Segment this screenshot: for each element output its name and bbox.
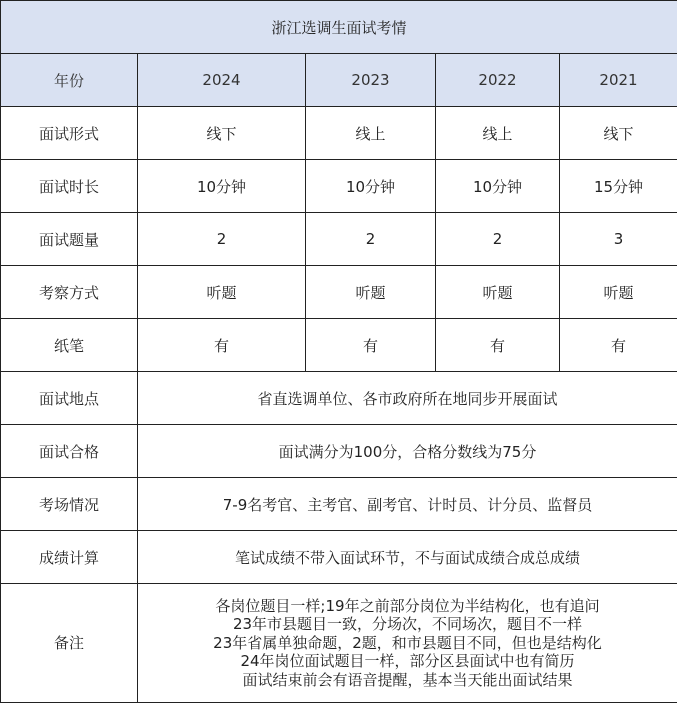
cell: 听题 — [138, 266, 306, 319]
header-year-2021: 2021 — [560, 54, 677, 107]
row-label: 纸笔 — [1, 319, 138, 372]
merged-cell: 省直选调单位、各市政府所在地同步开展面试 — [138, 372, 677, 425]
table-row — [1, 531, 677, 584]
notes-label: 备注 — [1, 584, 138, 703]
title-row — [1, 1, 677, 54]
cell: 15分钟 — [560, 160, 677, 213]
table-row — [1, 160, 677, 213]
note-line: 23年省属单独命题，2题，和市县题目不同，但也是结构化 — [213, 633, 602, 652]
cell: 2 — [138, 213, 306, 266]
table-row — [1, 319, 677, 372]
note-line: 24年岗位面试题目一样，部分区县面试中也有简历 — [240, 652, 575, 671]
cell: 线下 — [560, 107, 677, 160]
cell: 有 — [306, 319, 436, 372]
header-label: 年份 — [1, 54, 138, 107]
cell: 线上 — [306, 107, 436, 160]
table-row — [1, 478, 677, 531]
merged-cell: 7-9名考官、主考官、副考官、计时员、计分员、监督员 — [138, 478, 677, 531]
header-year-2024: 2024 — [138, 54, 306, 107]
table-row — [1, 266, 677, 319]
cell: 线下 — [138, 107, 306, 160]
cell: 有 — [560, 319, 677, 372]
row-label: 面试时长 — [1, 160, 138, 213]
table-row — [1, 107, 677, 160]
cell: 10分钟 — [138, 160, 306, 213]
note-line: 23年市县题目一致，分场次，不同场次，题目不一样 — [232, 615, 583, 634]
cell: 有 — [138, 319, 306, 372]
row-label: 面试合格 — [1, 425, 138, 478]
row-label: 面试形式 — [1, 107, 138, 160]
cell: 线上 — [436, 107, 560, 160]
cell: 3 — [560, 213, 677, 266]
cell: 听题 — [436, 266, 560, 319]
row-label: 面试题量 — [1, 213, 138, 266]
cell: 10分钟 — [306, 160, 436, 213]
note-line: 各岗位题目一样;19年之前部分岗位为半结构化，也有追问 — [215, 596, 600, 615]
table-title: 浙江选调生面试考情 — [1, 1, 677, 54]
table-row — [1, 372, 677, 425]
notes-cell — [138, 584, 677, 703]
row-label: 成绩计算 — [1, 531, 138, 584]
cell: 听题 — [306, 266, 436, 319]
notes-row — [1, 584, 677, 703]
header-row — [1, 54, 677, 107]
cell: 听题 — [560, 266, 677, 319]
table-row — [1, 425, 677, 478]
row-label: 考察方式 — [1, 266, 138, 319]
table-row — [1, 213, 677, 266]
header-year-2023: 2023 — [306, 54, 436, 107]
cell: 有 — [436, 319, 560, 372]
header-year-2022: 2022 — [436, 54, 560, 107]
cell: 2 — [436, 213, 560, 266]
row-label: 考场情况 — [1, 478, 138, 531]
merged-cell: 面试满分为100分，合格分数线为75分 — [138, 425, 677, 478]
note-line: 面试结束前会有语音提醒，基本当天能出面试结果 — [242, 670, 573, 689]
cell: 10分钟 — [436, 160, 560, 213]
row-label: 面试地点 — [1, 372, 138, 425]
cell: 2 — [306, 213, 436, 266]
merged-cell: 笔试成绩不带入面试环节，不与面试成绩合成总成绩 — [138, 531, 677, 584]
